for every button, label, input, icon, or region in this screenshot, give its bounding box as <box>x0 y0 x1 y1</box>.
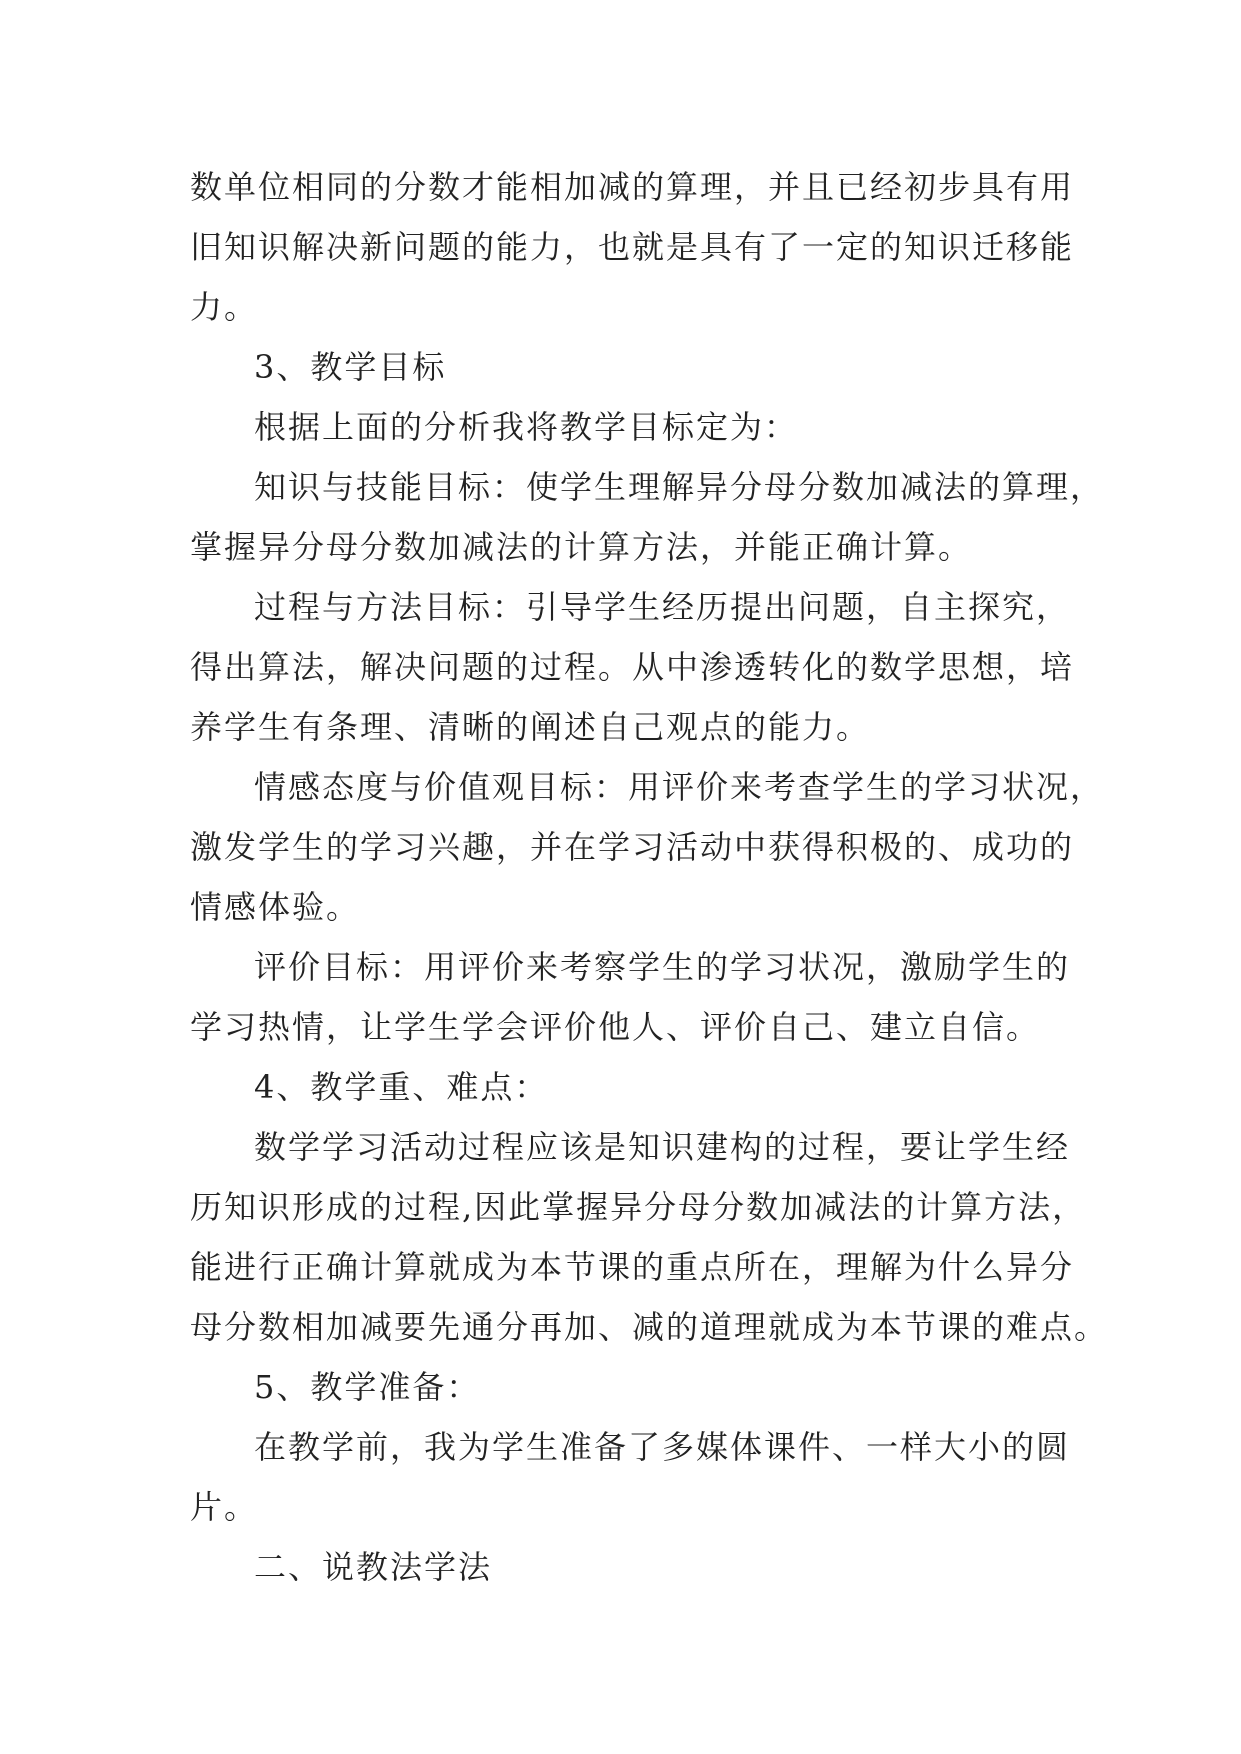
text-line: 母分数相加减要先通分再加、减的道理就成为本节课的难点。 <box>190 1308 1109 1346</box>
section-heading: 5、教学准备： <box>254 1368 481 1406</box>
text-line: 养学生有条理、清晰的阐述自己观点的能力。 <box>190 708 871 746</box>
text-line: 数单位相同的分数才能相加减的算理，并且已经初步具有用 <box>190 168 1075 206</box>
text-line: 得出算法，解决问题的过程。从中渗透转化的数学思想，培 <box>190 648 1075 686</box>
text-line: 过程与方法目标：引导学生经历提出问题，自主探究， <box>254 588 1071 626</box>
text-line: 片。 <box>190 1488 259 1526</box>
text-line: 掌握异分母分数加减法的计算方法，并能正确计算。 <box>190 528 973 566</box>
text-line: 根据上面的分析我将教学目标定为： <box>254 408 799 446</box>
text-line: 历知识形成的过程,因此掌握异分母分数加减法的计算方法， <box>190 1188 1087 1226</box>
text-line: 数学学习活动过程应该是知识建构的过程，要让学生经 <box>254 1128 1071 1166</box>
text-line: 能进行正确计算就成为本节课的重点所在，理解为什么异分 <box>190 1248 1075 1286</box>
section-heading: 3、教学目标 <box>254 348 447 386</box>
text-line: 情感态度与价值观目标：用评价来考查学生的学习状况， <box>254 768 1105 806</box>
text-line: 知识与技能目标：使学生理解异分母分数加减法的算理， <box>254 468 1105 506</box>
text-line: 情感体验。 <box>190 888 361 926</box>
text-line: 激发学生的学习兴趣，并在学习活动中获得积极的、成功的 <box>190 828 1075 866</box>
text-line: 在教学前，我为学生准备了多媒体课件、一样大小的圆 <box>254 1428 1071 1466</box>
section-heading: 4、教学重、难点： <box>254 1068 549 1106</box>
text-line: 学习热情，让学生学会评价他人、评价自己、建立自信。 <box>190 1008 1041 1046</box>
section-heading: 二、说教法学法 <box>254 1548 493 1586</box>
document-body <box>190 157 1109 1597</box>
text-line: 旧知识解决新问题的能力，也就是具有了一定的知识迁移能 <box>190 228 1075 266</box>
text-line: 力。 <box>190 288 259 326</box>
text-line: 评价目标：用评价来考察学生的学习状况，激励学生的 <box>254 948 1071 986</box>
